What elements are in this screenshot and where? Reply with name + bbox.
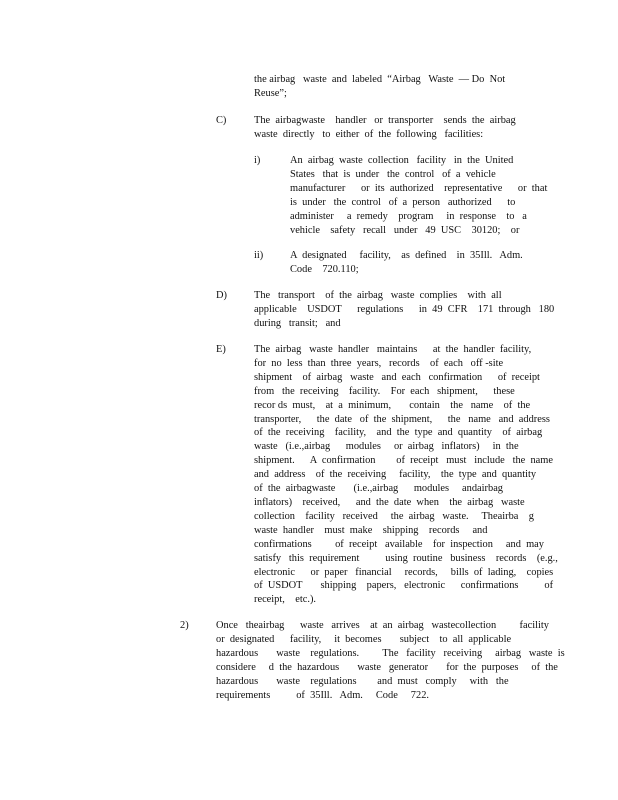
text-line: administer a remedy program in response to a [290, 210, 527, 222]
text-line: hazardous waste regulations. The facility receiving airbag waste is [216, 647, 565, 659]
text-line: collection facility received the airbag waste. Theairba g [254, 510, 534, 522]
text-line: Once theairbag waste arrives at an airbag wastecollection facility [216, 620, 549, 631]
item-c-ii-text [290, 249, 523, 277]
item-e-text [254, 343, 558, 607]
text-line: The airbag waste handler maintains at the handler facility, [254, 344, 532, 355]
text-line: shipment of airbag waste and each confirmation of receipt [254, 371, 540, 383]
item-c-ii-label: ii) [254, 250, 264, 261]
text-line: hazardous waste regulations and must comply with the [216, 675, 509, 687]
item-c-i-text [290, 154, 547, 237]
text-line: receipt, etc.). [254, 594, 317, 606]
item-2-text [216, 619, 565, 702]
text-line: of the receiving facility, and the type and quantity of airbag [254, 427, 543, 439]
item-c-text [254, 114, 516, 142]
text-line: waste directly to either of the following facilities: [254, 128, 484, 140]
text-line: is under the control of a person authorized to [290, 196, 516, 208]
text-line: considere d the hazardous waste generator for the purposes of the [216, 661, 558, 673]
text-line: States that is under the control of a vehicle [290, 168, 496, 180]
item-2-label: 2) [180, 620, 189, 631]
text-line: requirements of 35Ill. Adm. Code 722. [216, 689, 429, 701]
text-line: of the airbagwaste (i.e.,airbag modules andairbag [254, 483, 504, 495]
item-d-text [254, 289, 554, 331]
text-line: waste (i.e.,airbag modules or airbag inflators) in the [254, 441, 519, 453]
text-line: Reuse”; [254, 87, 287, 99]
text-line: inflators) received, and the date when the airbag waste [254, 496, 525, 508]
item-c-i-label: i) [254, 155, 261, 166]
text-line: applicable USDOT regulations in 49 CFR 171 through 180 [254, 303, 555, 315]
text-line: waste handler must make shipping records and [254, 524, 488, 536]
text-line: of USDOT shipping papers, electronic confirmations of [254, 580, 554, 592]
text-line: recor ds must, at a minimum, contain the name of the [254, 399, 531, 411]
item-e-label: E) [216, 344, 226, 355]
continuation-text [254, 73, 505, 101]
text-line: A designated facility, as defined in 35Ill. Adm. [290, 250, 523, 261]
text-line: for no less than three years, records of each off -site [254, 357, 504, 369]
text-line: confirmations of receipt available for inspection and may [254, 538, 544, 550]
item-c-label: C) [216, 115, 227, 126]
text-line: transporter, the date of the shipment, the name and address [254, 413, 550, 425]
text-line: during transit; and [254, 317, 341, 329]
text-line: from the receiving facility. For each shipment, these [254, 385, 515, 397]
text-line: The airbagwaste handler or transporter sends the airbag [254, 115, 516, 126]
item-d-label: D) [216, 290, 227, 301]
text-line: and address of the receiving facility, the type and quantity [254, 469, 537, 481]
text-line: vehicle safety recall under 49 USC 30120; or [290, 224, 520, 236]
text-line: The transport of the airbag waste complies with all [254, 290, 502, 301]
text-line: An airbag waste collection facility in the United [290, 155, 514, 166]
text-line: electronic or paper financial records, bills of lading, copies [254, 566, 554, 578]
text-line: or designated facility, it becomes subject to all applicable [216, 633, 512, 645]
text-line: satisfy this requirement using routine business records (e.g., [254, 552, 558, 564]
text-line: shipment. A confirmation of receipt must include the name [254, 455, 553, 467]
text-line: Code 720.110; [290, 263, 359, 275]
text-line: the airbag waste and labeled “Airbag Waste — Do Not [254, 74, 506, 85]
text-line: manufacturer or its authorized representative or that [290, 182, 548, 194]
